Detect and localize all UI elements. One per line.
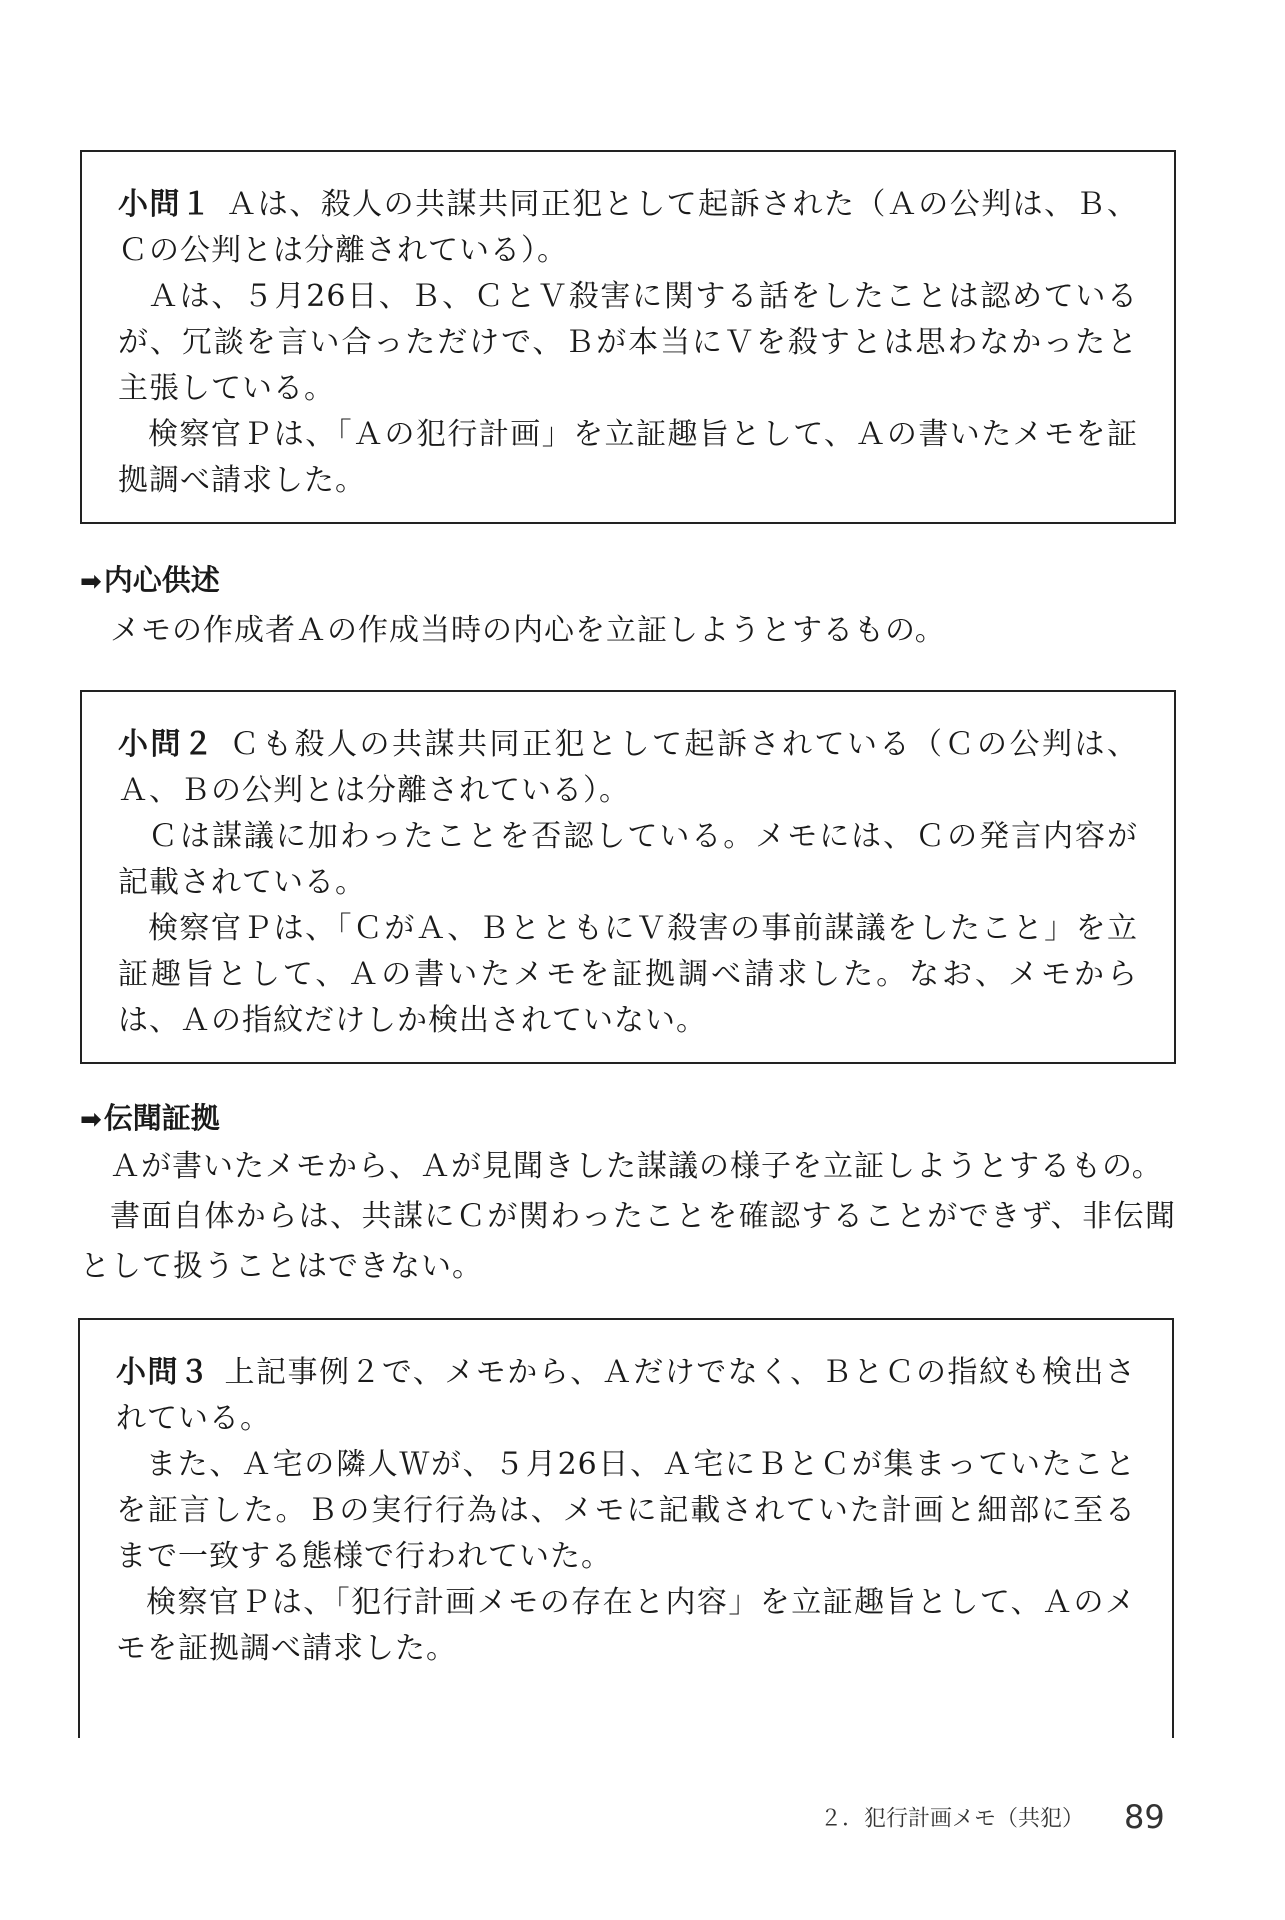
question-3-paragraph-2: また、Ａ宅の隣人Ｗが、５月26日、Ａ宅にＢとＣが集まっていたことを証言した。Ｂの実行行為は、メモに記載されていた計画と細部に至るまで一致する態様で行われていた。 xyxy=(116,1447,1136,1574)
page-footer xyxy=(820,1798,1165,1836)
question-2-paragraph-1: 小問２ Ｃも殺人の共謀共同正犯として起訴されている（Ｃの公判は、Ａ、Ｂの公判とは分離されている）。 xyxy=(118,727,1138,808)
question-3-paragraph-1: 小問３ 上記事例２で、メモから、Ａだけでなく、ＢとＣの指紋も検出されている。 xyxy=(116,1355,1137,1436)
chapter-title: ２．犯行計画メモ（共犯） xyxy=(820,1806,1085,1832)
question-1-paragraph-3: 検察官Ｐは、「Ａの犯行計画」を立証趣旨として、Ａの書いたメモを証拠調べ請求した。 xyxy=(118,417,1138,498)
section-1-body xyxy=(80,606,1176,656)
question-1-label: 小問１ xyxy=(118,187,213,222)
section-2-paragraph-1: Ａが書いたメモから、Ａが見聞きした謀議の様子を立証しようとするもの。 xyxy=(110,1149,1163,1184)
question-3-paragraph-3: 検察官Ｐは、「犯行計画メモの存在と内容」を立証趣旨として、Ａのメモを証拠調べ請求した。 xyxy=(116,1585,1136,1666)
page-number: 89 xyxy=(1124,1798,1165,1836)
question-2-paragraph-2: Ｃは謀議に加わったことを否認している。メモには、Ｃの発言内容が記載されている。 xyxy=(118,819,1138,900)
question-1-paragraph-1: 小問１ Ａは、殺人の共謀共同正犯として起訴された（Ａの公判は、Ｂ、Ｃの公判とは分離されている）。 xyxy=(118,187,1139,268)
section-1-heading: ➡内心供述 xyxy=(80,563,220,597)
question-2-label: 小問２ xyxy=(118,727,216,762)
section-2-heading: ➡伝聞証拠 xyxy=(80,1101,220,1135)
arrow-right-icon: ➡ xyxy=(80,1105,102,1135)
question-2-paragraph-3: 検察官Ｐは、「ＣがＡ、ＢとともにＶ殺害の事前謀議をしたこと」を立証趣旨として、Ａの書いたメモを証拠調べ請求した。なお、メモからは、Ａの指紋だけしか検出されていない。 xyxy=(118,911,1138,1038)
question-3-box xyxy=(78,1318,1174,1738)
section-1-paragraph-1: メモの作成者Ａの作成当時の内心を立証しようとするもの。 xyxy=(110,613,946,648)
question-3-label: 小問３ xyxy=(116,1355,211,1390)
section-2-paragraph-2: 書面自体からは、共謀にＣが関わったことを確認することができず、非伝聞として扱うことはできない。 xyxy=(80,1199,1176,1284)
section-2-body xyxy=(80,1142,1176,1292)
arrow-right-icon: ➡ xyxy=(80,567,102,597)
question-1-box xyxy=(80,150,1176,524)
question-2-box xyxy=(80,690,1176,1064)
question-1-paragraph-2: Ａは、５月26日、Ｂ、ＣとＶ殺害に関する話をしたことは認めているが、冗談を言い合っただけで、Ｂが本当にＶを殺すとは思わなかったと主張している。 xyxy=(118,279,1138,406)
